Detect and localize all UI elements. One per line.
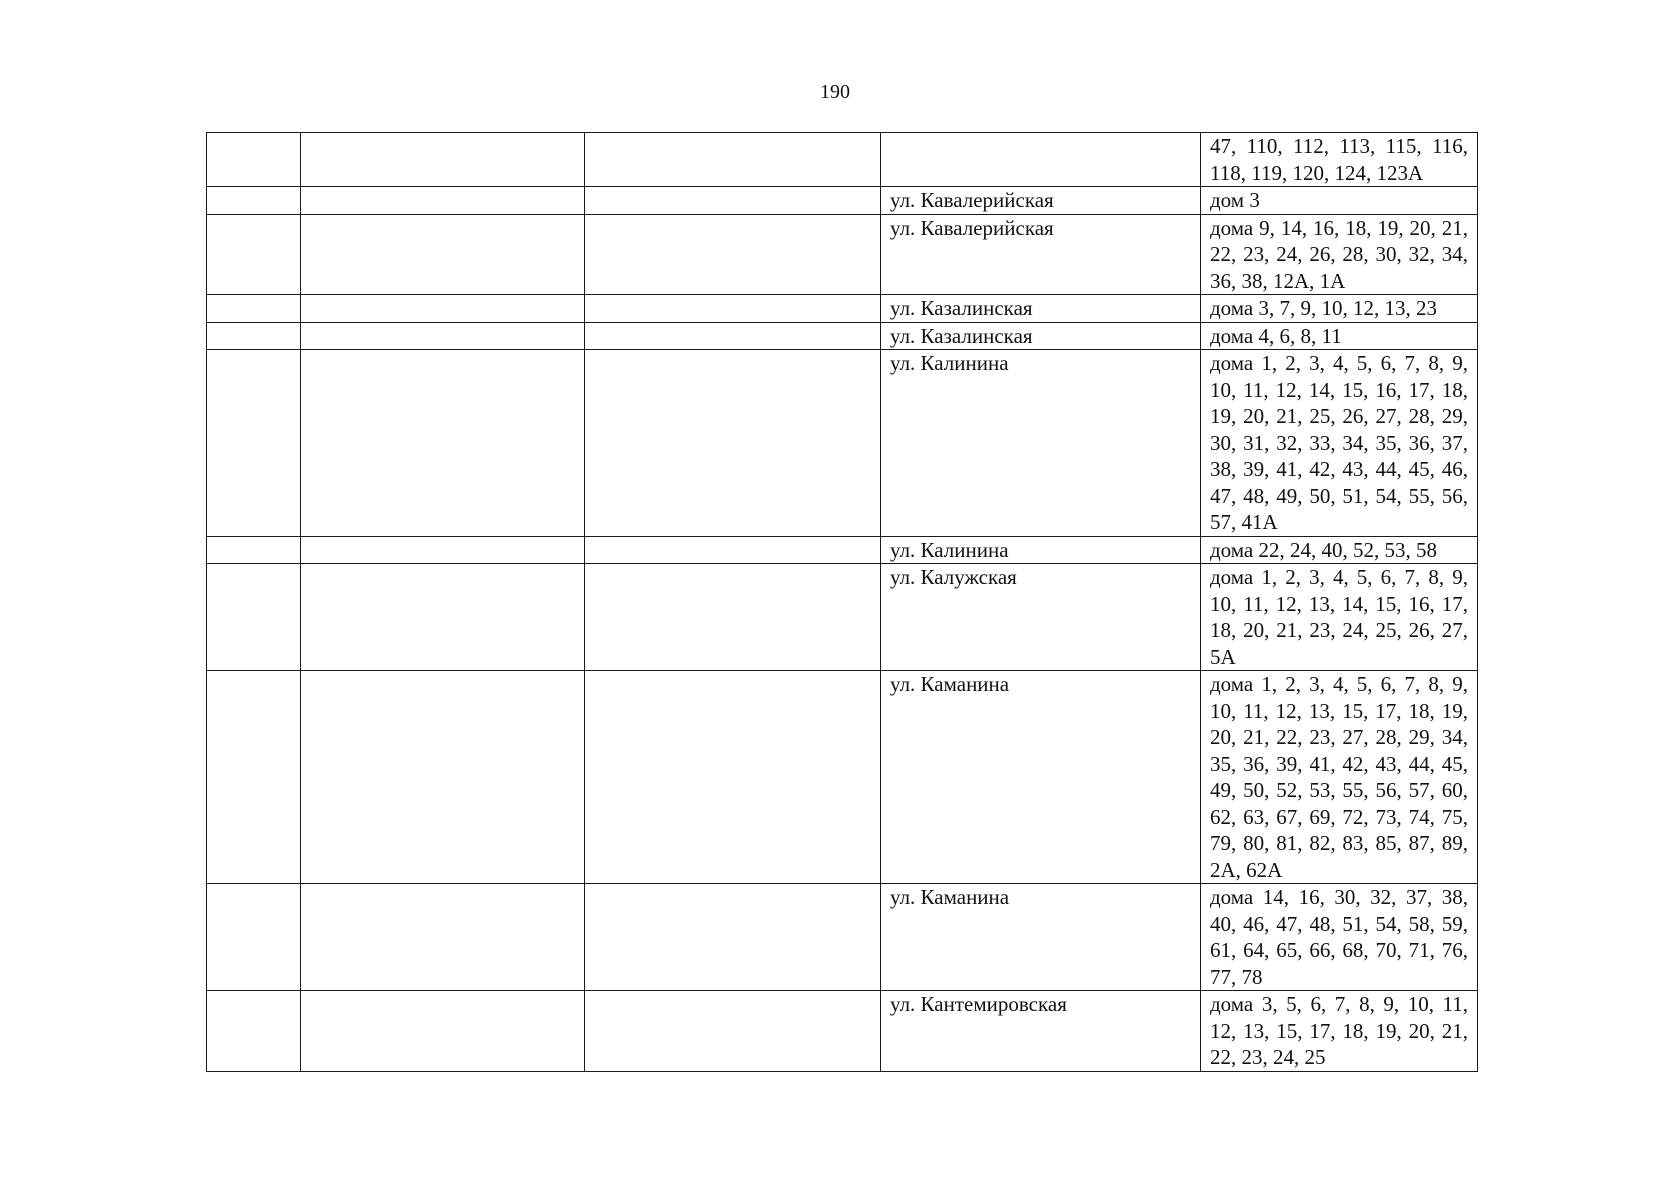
number-cell (207, 214, 301, 295)
settlement-cell (301, 536, 585, 564)
table-row (207, 322, 1478, 350)
settlement-cell (301, 295, 585, 323)
street-cell: ул. Кантемировская (881, 991, 1201, 1072)
houses-cell: дома 3, 7, 9, 10, 12, 13, 23 (1201, 295, 1478, 323)
address-table-body (207, 133, 1478, 1072)
settlement-cell (301, 671, 585, 884)
number-cell (207, 295, 301, 323)
settlement-cell (301, 187, 585, 215)
settlement-cell (301, 322, 585, 350)
houses-cell: дома 1, 2, 3, 4, 5, 6, 7, 8, 9, 10, 11, 12, 14, 15, 16, 17, 18, 19, 20, 21, 25, 26, 27, 28, 29, 30, 31, 32, 33, 34, 35, 36, 37, 38, 39, 41, 42, 43, 44, 45, 46, 47, 48, 49, 50, 51, 54, 55, 56, 57, 41А (1201, 350, 1478, 537)
number-cell (207, 564, 301, 671)
district-cell (585, 133, 881, 187)
settlement-cell (301, 214, 585, 295)
district-cell (585, 536, 881, 564)
district-cell (585, 564, 881, 671)
street-cell: ул. Кавалерийская (881, 187, 1201, 215)
houses-cell: дома 4, 6, 8, 11 (1201, 322, 1478, 350)
street-cell: ул. Калинина (881, 536, 1201, 564)
district-cell (585, 671, 881, 884)
district-cell (585, 214, 881, 295)
table-row (207, 187, 1478, 215)
district-cell (585, 322, 881, 350)
table-row (207, 295, 1478, 323)
number-cell (207, 536, 301, 564)
district-cell (585, 350, 881, 537)
table-row (207, 884, 1478, 991)
address-table (206, 132, 1478, 1072)
houses-cell: дома 14, 16, 30, 32, 37, 38, 40, 46, 47, 48, 51, 54, 58, 59, 61, 64, 65, 66, 68, 70, 71, 76, 77, 78 (1201, 884, 1478, 991)
street-cell: ул. Казалинская (881, 322, 1201, 350)
houses-cell: дома 9, 14, 16, 18, 19, 20, 21, 22, 23, 24, 26, 28, 30, 32, 34, 36, 38, 12А, 1А (1201, 214, 1478, 295)
table-row (207, 214, 1478, 295)
table-row (207, 536, 1478, 564)
table-row (207, 133, 1478, 187)
table-row (207, 671, 1478, 884)
settlement-cell (301, 564, 585, 671)
houses-cell: дома 22, 24, 40, 52, 53, 58 (1201, 536, 1478, 564)
number-cell (207, 671, 301, 884)
settlement-cell (301, 884, 585, 991)
settlement-cell (301, 133, 585, 187)
number-cell (207, 322, 301, 350)
street-cell: ул. Казалинская (881, 295, 1201, 323)
street-cell: ул. Кавалерийская (881, 214, 1201, 295)
number-cell (207, 991, 301, 1072)
table-row (207, 991, 1478, 1072)
number-cell (207, 884, 301, 991)
houses-cell: дома 1, 2, 3, 4, 5, 6, 7, 8, 9, 10, 11, 12, 13, 15, 17, 18, 19, 20, 21, 22, 23, 27, 28, 29, 34, 35, 36, 39, 41, 42, 43, 44, 45, 49, 50, 52, 53, 55, 56, 57, 60, 62, 63, 67, 69, 72, 73, 74, 75, 79, 80, 81, 82, 83, 85, 87, 89, 2А, 62А (1201, 671, 1478, 884)
settlement-cell (301, 991, 585, 1072)
district-cell (585, 884, 881, 991)
district-cell (585, 187, 881, 215)
houses-cell: дом 3 (1201, 187, 1478, 215)
number-cell (207, 133, 301, 187)
table-row (207, 350, 1478, 537)
houses-cell: дома 3, 5, 6, 7, 8, 9, 10, 11, 12, 13, 15, 17, 18, 19, 20, 21, 22, 23, 24, 25 (1201, 991, 1478, 1072)
houses-cell: 47, 110, 112, 113, 115, 116, 118, 119, 120, 124, 123А (1201, 133, 1478, 187)
street-cell: ул. Каманина (881, 671, 1201, 884)
table-row (207, 564, 1478, 671)
district-cell (585, 991, 881, 1072)
settlement-cell (301, 350, 585, 537)
district-cell (585, 295, 881, 323)
street-cell (881, 133, 1201, 187)
number-cell (207, 350, 301, 537)
page-number: 190 (820, 81, 850, 103)
street-cell: ул. Калинина (881, 350, 1201, 537)
number-cell (207, 187, 301, 215)
street-cell: ул. Каманина (881, 884, 1201, 991)
houses-cell: дома 1, 2, 3, 4, 5, 6, 7, 8, 9, 10, 11, 12, 13, 14, 15, 16, 17, 18, 20, 21, 23, 24, 25, 26, 27, 5А (1201, 564, 1478, 671)
street-cell: ул. Калужская (881, 564, 1201, 671)
